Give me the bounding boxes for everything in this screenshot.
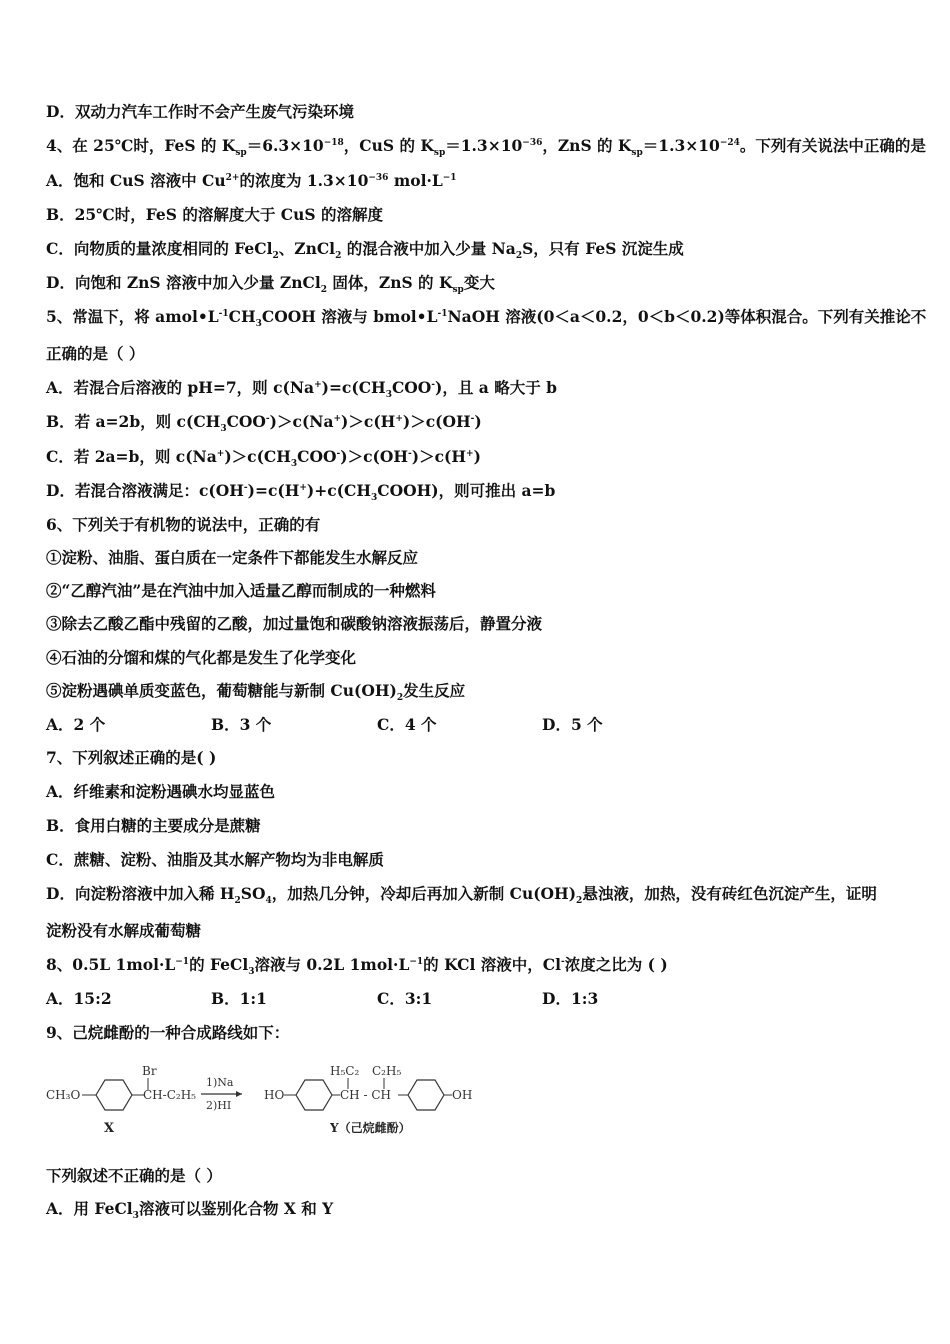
q6-statement-4: ④石油的分馏和煤的气化都是发生了化学变化 xyxy=(46,648,357,667)
q7-option-b: B．食用白糖的主要成分是蔗糖 xyxy=(46,816,261,835)
q5-stem-continued: 正确的是（ ） xyxy=(46,344,145,363)
y-chain-label: CH - CH xyxy=(340,1088,391,1102)
reaction-arrowhead xyxy=(236,1091,242,1097)
q8-option-b: B．1:1 xyxy=(211,989,267,1008)
q6-statement-2: ②“乙醇汽油”是在汽油中加入适量乙醇而制成的一种燃料 xyxy=(46,581,436,600)
q8-option-a: A．15:2 xyxy=(46,989,112,1008)
q4-stem: 4、在 25℃时，FeS 的 $K_{sp}=6.3\times 10^{-18}$，CuS 的 $K_{sp}=1.3\times 10^{-36}$，ZnS 的 $K_{sp}=1.3\times 10^{-24}$。下列有关说法中正确的是 xyxy=(46,136,926,159)
q6-statement-5: ⑤淀粉遇碘单质变蓝色，葡萄糖能与新制 $Cu(OH)_2$发生反应 xyxy=(46,681,466,704)
q6-statement-1: ①淀粉、油脂、蛋白质在一定条件下都能发生水解反应 xyxy=(46,548,419,567)
q4-option-d: D．向饱和 ZnS 溶液中加入少量 ZnCl$_2$ 固体，ZnS 的 $K_{sp}$变大 xyxy=(46,273,495,296)
q6-option-c: C．4 个 xyxy=(377,715,437,734)
q7-option-a: A．纤维素和淀粉遇碘水均显蓝色 xyxy=(46,782,276,801)
q3-option-d: D．双动力汽车工作时不会产生废气污染环境 xyxy=(46,102,354,121)
q4-option-b: B．25℃时，FeS 的溶解度大于 CuS 的溶解度 xyxy=(46,205,383,224)
q6-stem: 6、下列关于有机物的说法中，正确的有 xyxy=(46,515,321,534)
synthesis-route-diagram xyxy=(46,1060,486,1140)
reagent-step2: 2)HI xyxy=(206,1099,232,1112)
y-ethyl-right: C₂H₅ xyxy=(372,1064,402,1078)
q6-option-a: A．2 个 xyxy=(46,715,106,734)
q6-option-d: D．5 个 xyxy=(542,715,603,734)
x-methoxy-label: CH₃O xyxy=(46,1088,81,1102)
y-hydroxyl-right: OH xyxy=(452,1088,473,1102)
q5-option-d: D．若混合溶液满足：$c(OH^-)=c(H^+)+c(CH_3COOH)$，则可推出 a=b xyxy=(46,481,556,504)
q7-option-d-continued: 淀粉没有水解成葡萄糖 xyxy=(46,921,202,940)
y-benzene-ring-left xyxy=(296,1080,332,1110)
q7-option-c: C．蔗糖、淀粉、油脂及其水解产物均为非电解质 xyxy=(46,850,384,869)
x-chain-label: CH-C₂H₅ xyxy=(143,1088,196,1102)
y-benzene-ring-right xyxy=(408,1080,444,1110)
q5-option-c: C．若 2a=b，则 $c(Na^+)>c(CH_3COO^-)>c(OH^-)>c(H^+)$ xyxy=(46,447,481,470)
q6-option-b: B．3 个 xyxy=(211,715,272,734)
q8-option-c: C．3:1 xyxy=(377,989,433,1008)
q5-option-b: B．若 a=2b，则 $c(CH_3COO^-)>c(Na^+)>c(H^+)>c(OH^-)$ xyxy=(46,412,482,435)
q8-option-d: D．1:3 xyxy=(542,989,599,1008)
x-benzene-ring xyxy=(96,1080,132,1110)
q9-substem: 下列叙述不正确的是（ ） xyxy=(46,1166,222,1185)
x-compound-label: X xyxy=(104,1121,115,1136)
x-bromine-label: Br xyxy=(142,1064,157,1078)
q9-option-a: A．用 FeCl$_3$溶液可以鉴别化合物 X 和 Y xyxy=(46,1199,334,1222)
q8-stem: 8、0.5L $1mol\cdot L^{-1}$的 FeCl$_3$溶液与 0.2L $1mol\cdot L^{-1}$的 KCl 溶液中，Cl-浓度之比为 ( ) xyxy=(46,955,668,978)
y-hydroxyl-left: HO xyxy=(264,1088,285,1102)
y-ethyl-left: H₅C₂ xyxy=(330,1064,360,1078)
y-compound-label: Y（己烷雌酚） xyxy=(330,1121,411,1135)
q7-stem: 7、下列叙述正确的是( ) xyxy=(46,748,217,767)
q7-option-d: D．向淀粉溶液中加入稀 $H_2SO_4$，加热几分钟，冷却后再加入新制 $Cu(OH)_2$悬浊液，加热，没有砖红色沉淀产生，证明 xyxy=(46,884,877,907)
q5-option-a: A．若混合后溶液的 pH=7，则 $c(Na^+)=c(CH_3COO^-)$，且 a 略大于 b xyxy=(46,378,557,401)
q6-statement-3: ③除去乙酸乙酯中残留的乙酸，加过量饱和碳酸钠溶液振荡后，静置分液 xyxy=(46,614,543,633)
q4-option-c: C．向物质的量浓度相同的 FeCl$_2$、ZnCl$_2$ 的混合液中加入少量 $Na_2S$，只有 FeS 沉淀生成 xyxy=(46,239,684,262)
q4-option-a: A．饱和 CuS 溶液中 $Cu^{2+}$的浓度为 $1.3\times 10^{-36}$ $mol\cdot L^{-1}$ xyxy=(46,171,457,190)
q9-stem: 9、己烷雌酚的一种合成路线如下： xyxy=(46,1023,290,1042)
reagent-step1: 1)Na xyxy=(206,1076,234,1089)
q5-stem: 5、常温下，将 $amol•L^{-1}CH_3COOH$ 溶液与 $bmol•L^{-1}NaOH$ 溶液(0＜a＜0.2，0＜b＜0.2)等体积混合。下列有关推论不 xyxy=(46,307,927,330)
